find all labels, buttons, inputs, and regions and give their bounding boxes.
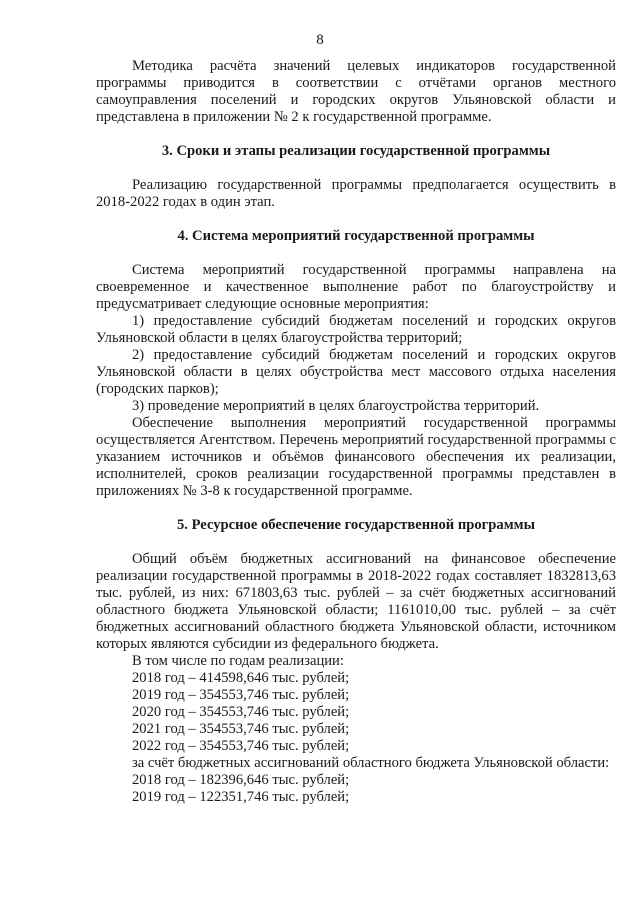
total-year-line: 2018 год – 414598,646 тыс. рублей;	[132, 670, 350, 686]
regional-year-line: 2018 год – 182396,646 тыс. рублей;	[132, 772, 350, 788]
section-5-paragraph-1: Общий объём бюджетных ассигнований на финансовое обеспечение реализации государственной программы в 2018-2022 годах составляет 1832813,63 тыс. рублей, из них: 671803,63 тыс. рублей – за счёт бюджетных ассигнований областного бюджета Ульяновской области; 1161010,00 тыс. рублей – за счёт бюджетных ассигнований областного бюджета Ульяновской области, источником которых являются субсидии из федерального бюджета.	[96, 551, 616, 652]
section-4-heading: 4. Система мероприятий государственной программы	[177, 228, 535, 244]
intro-paragraph: Методика расчёта значений целевых индикаторов государственной программы приводится в соответствии с отчётами органов местного самоуправления поселений и городских округов Ульяновской области и представлена в приложении № 2 к государственной программе.	[96, 58, 616, 125]
total-year-line: 2020 год – 354553,746 тыс. рублей;	[132, 704, 350, 720]
section-4-item: 2) предоставление субсидий бюджетам поселений и городских округов Ульяновской области в целях обустройства мест массового отдыха населения (городских парков);	[96, 347, 616, 397]
total-year-line: 2022 год – 354553,746 тыс. рублей;	[132, 738, 350, 754]
total-year-line: 2021 год – 354553,746 тыс. рублей;	[132, 721, 350, 737]
page-number: 8	[316, 32, 324, 48]
regional-year-line: 2019 год – 122351,746 тыс. рублей;	[132, 789, 350, 805]
section-5-heading: 5. Ресурсное обеспечение государственной программы	[176, 517, 536, 533]
section-3-paragraph: Реализацию государственной программы предполагается осуществить в 2018-2022 годах в один этап.	[96, 177, 616, 210]
regional-budget-label: за счёт бюджетных ассигнований областного бюджета Ульяновской области:	[132, 755, 610, 771]
section-3-heading: 3. Сроки и этапы реализации государственной программы	[161, 143, 551, 159]
document-body	[96, 58, 616, 806]
section-4-paragraph-1: Система мероприятий государственной программы направлена на своевременное и качественное выполнение работ по благоустройству и предусматривает следующие основные мероприятия:	[96, 262, 616, 312]
section-4-item: 1) предоставление субсидий бюджетам поселений и городских округов Ульяновской области в целях благоустройства территорий;	[96, 313, 616, 346]
by-years-label: В том числе по годам реализации:	[132, 653, 344, 669]
total-year-line: 2019 год – 354553,746 тыс. рублей;	[132, 687, 350, 703]
section-4-paragraph-2: Обеспечение выполнения мероприятий государственной программы осуществляется Агентством. Перечень мероприятий государственной программы с указанием источников и объёмов финансового обеспечения их реализации, исполнителей, сроков реализации государственной программы представлен в приложениях № 3-8 к государственной программе.	[96, 415, 616, 499]
section-4-item: 3) проведение мероприятий в целях благоустройства территорий.	[132, 398, 540, 414]
